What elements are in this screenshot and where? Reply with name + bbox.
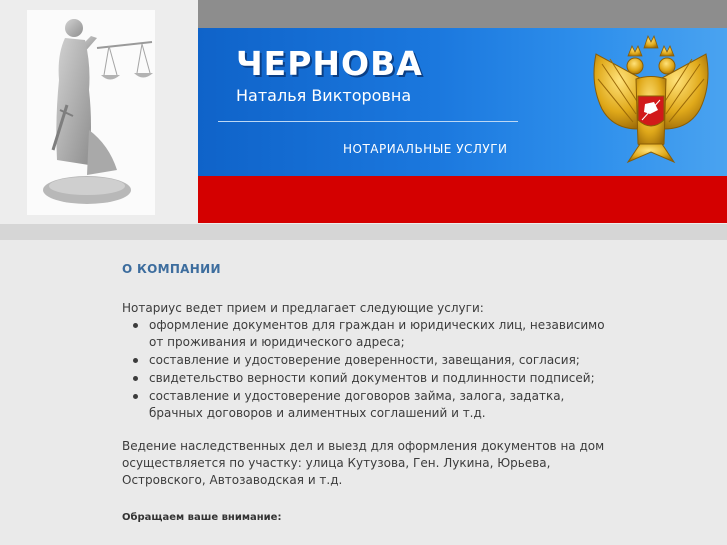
services-list	[122, 317, 622, 423]
header-separator	[0, 224, 727, 240]
header-divider	[218, 121, 518, 122]
inheritance-note: Ведение наследственных дел и выезд для оформления документов на дом осуществляется по участку: улица Кутузова, Ген. Лукина, Юрьева, Островского, Автозаводская и т.д.	[122, 439, 605, 487]
site-header	[0, 0, 727, 224]
coat-of-arms-image	[588, 34, 714, 170]
services-tagline: НОТАРИАЛЬНЫЕ УСЛУГИ	[343, 142, 508, 156]
section-title: О КОМПАНИИ	[122, 262, 221, 276]
notary-given-names: Наталья Викторовна	[236, 86, 412, 105]
list-item: составление и удостоверение договоров займа, залога, задатка, брачных договоров и алиментных соглашений и т.д.	[122, 388, 622, 422]
themis-statue-image	[27, 10, 155, 215]
list-item: составление и удостоверение доверенности, завещания, согласия;	[122, 352, 622, 369]
header-red-band	[198, 176, 727, 223]
list-item: оформление документов для граждан и юридических лиц, независимо от проживания и юридического адреса;	[122, 317, 622, 351]
header-top-strip	[198, 0, 727, 28]
notary-surname: ЧЕРНОВА	[236, 44, 423, 83]
services-intro: Нотариус ведет прием и предлагает следующие услуги:	[122, 301, 484, 315]
themis-statue-icon	[27, 10, 155, 215]
attention-heading: Обращаем ваше внимание:	[122, 512, 282, 523]
list-item: свидетельство верности копий документов и подлинности подписей;	[122, 370, 622, 387]
russian-coat-of-arms-icon	[588, 34, 714, 170]
